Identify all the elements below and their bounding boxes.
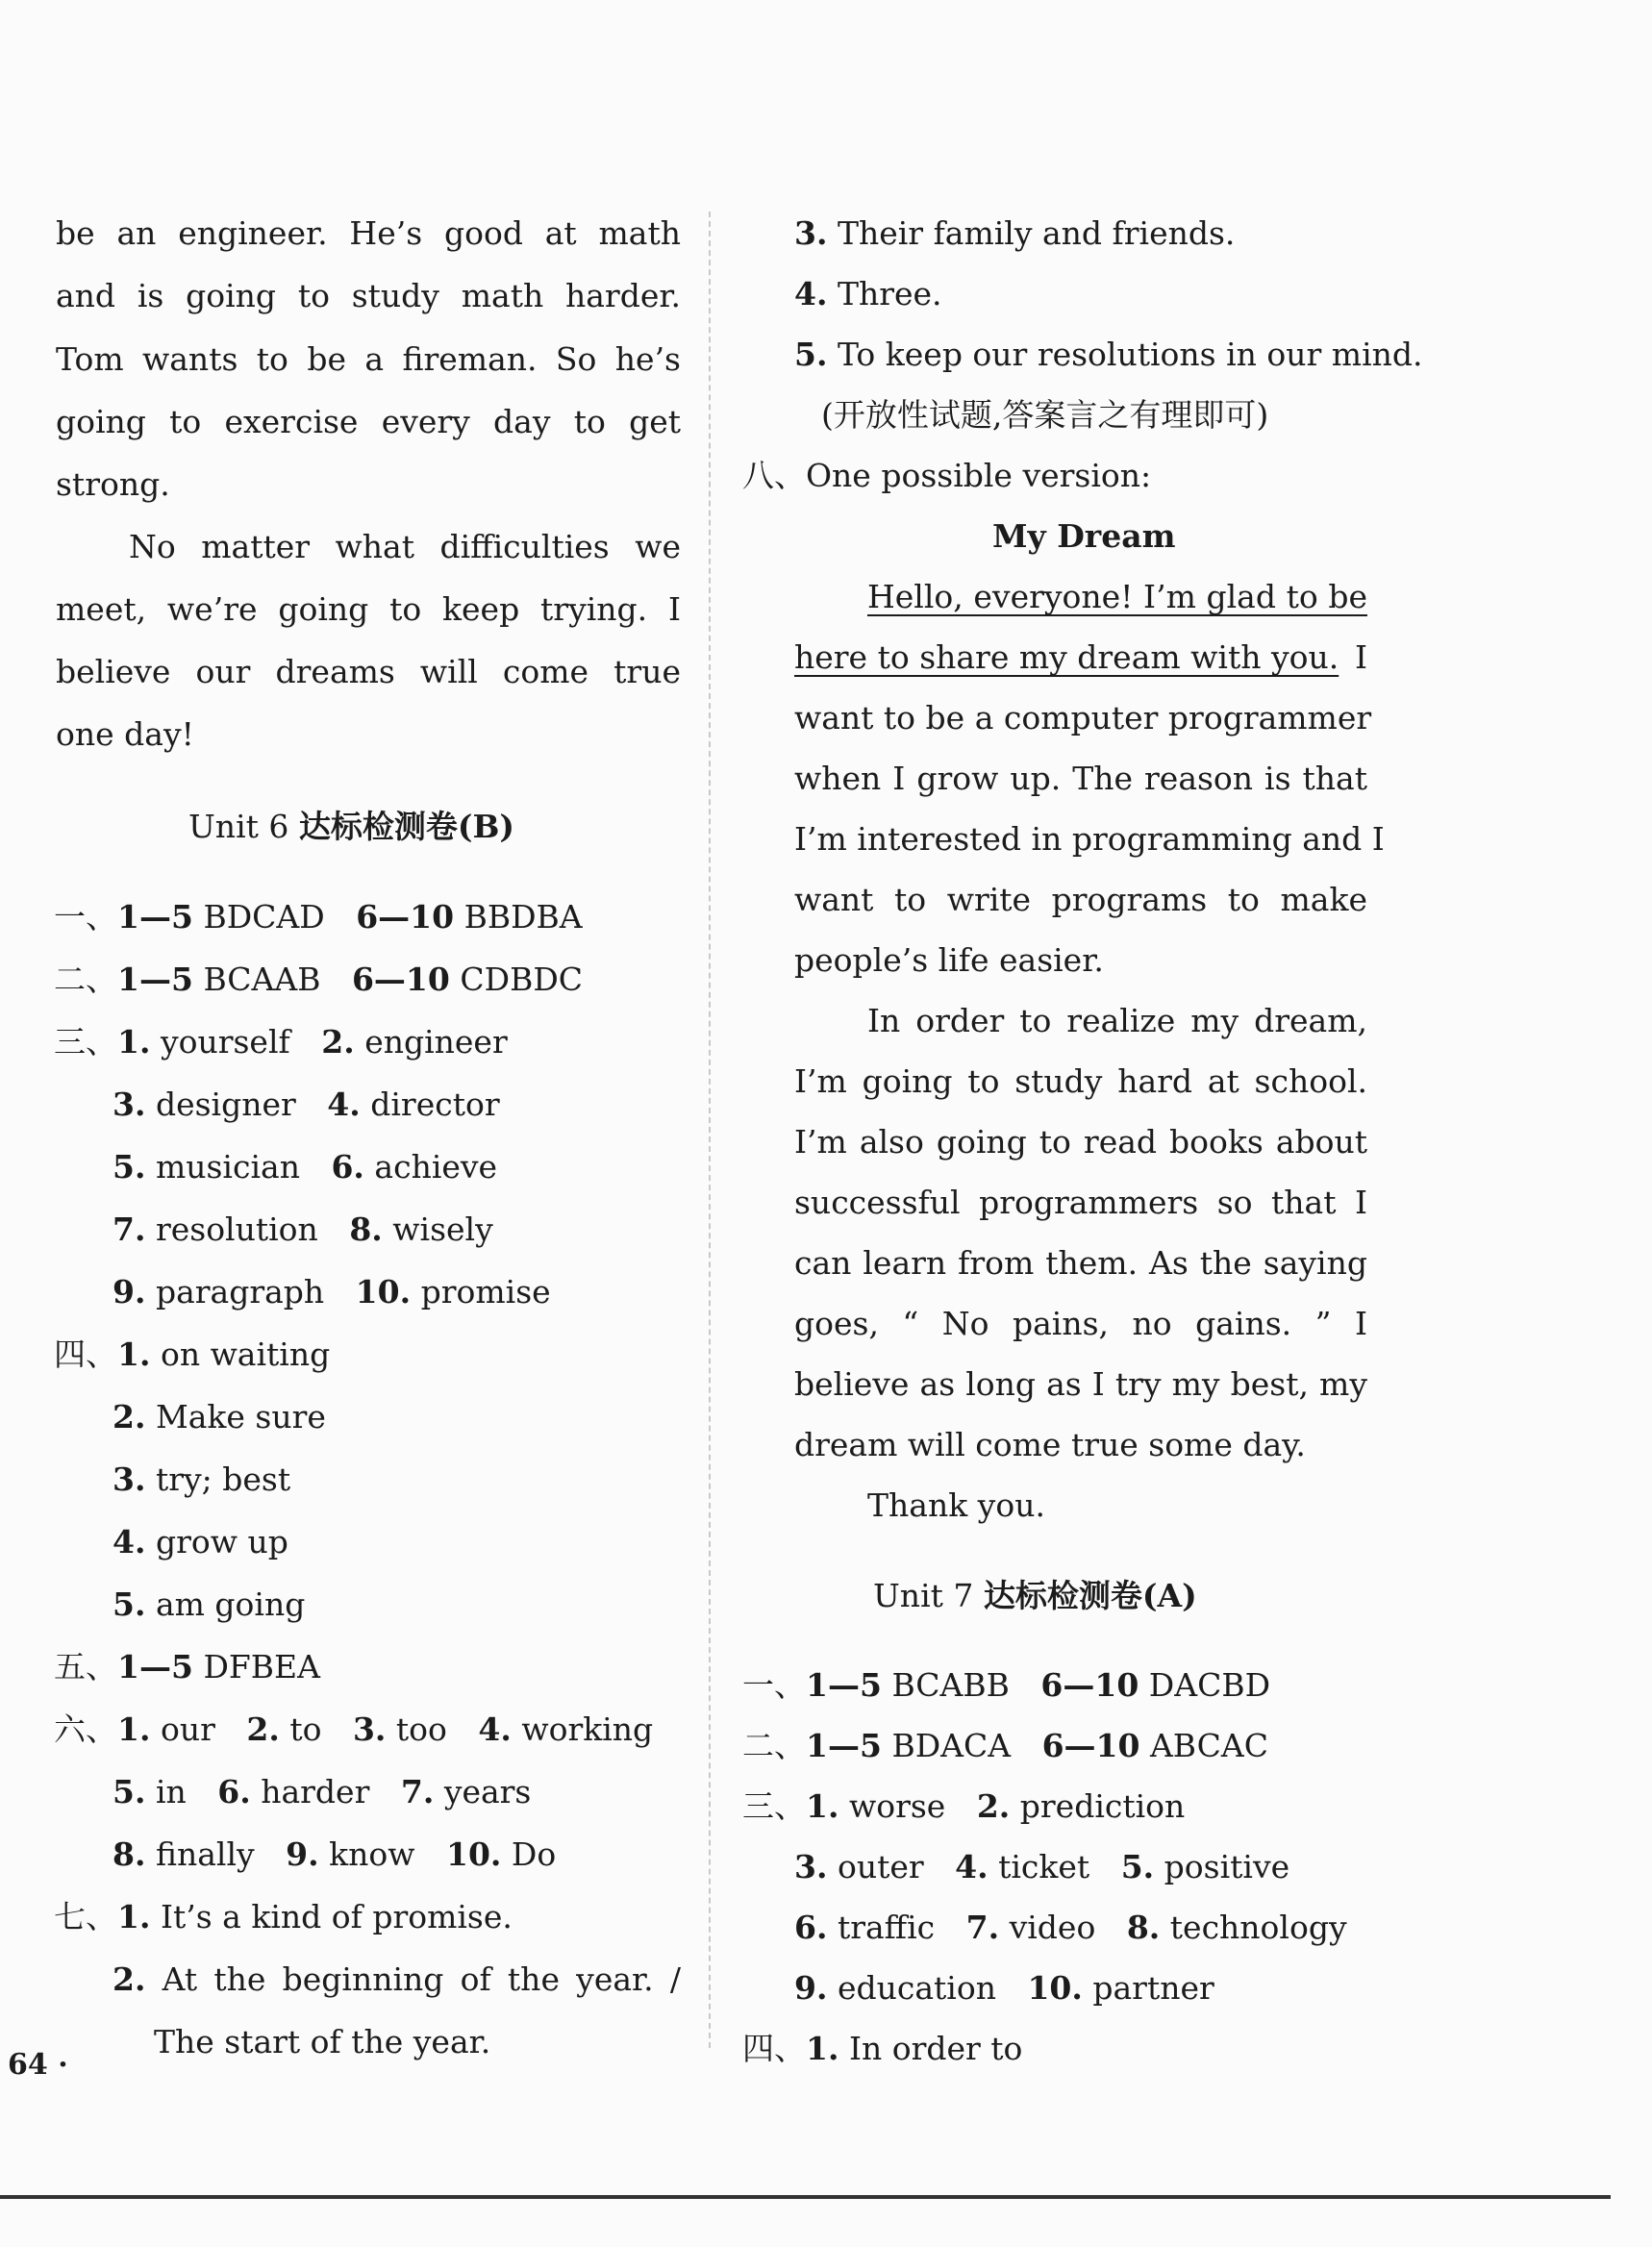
essay-line: Tom wants to be a fireman. So he’s xyxy=(56,340,681,378)
essay-line: goes, “ No pains, no gains. ” I xyxy=(794,1305,1367,1342)
part-3-row: 5. musician 6. achieve xyxy=(113,1148,498,1186)
part-7-item: 2. At the beginning of the year. / xyxy=(113,1960,681,1998)
open-question-note: (开放性试题,答案言之有理即可) xyxy=(821,396,1269,434)
part-3-row: 3. outer 4. ticket 5. positive xyxy=(794,1848,1290,1885)
essay-line-underlined: Hello, everyone! I’m glad to be xyxy=(867,578,1367,615)
essay-line: dream will come true some day. xyxy=(794,1426,1306,1463)
essay-line: meet, we’re going to keep trying. I xyxy=(56,590,681,628)
essay-line: be an engineer. He’s good at math xyxy=(56,214,681,252)
essay-line: going to exercise every day to get xyxy=(56,403,681,440)
part-3-row: 三、1. worse 2. prediction xyxy=(742,1787,1186,1825)
part-1-answers: 一、1—5 BDCAD 6—10 BBDBA xyxy=(54,898,583,936)
part-6-row: 8. finally 9. know 10. Do xyxy=(113,1835,557,1873)
part-4-item: 4. grow up xyxy=(113,1523,288,1560)
part-3-row: 三、1. yourself 2. engineer xyxy=(54,1023,508,1061)
part-3-row: 6. traffic 7. video 8. technology xyxy=(794,1909,1347,1946)
essay-line: No matter what difficulties we xyxy=(129,528,681,565)
part-4-item: 2. Make sure xyxy=(113,1398,326,1436)
essay-line: successful programmers so that I xyxy=(794,1184,1367,1221)
part-4-item: 四、1. on waiting xyxy=(54,1336,331,1373)
essay-line: want to be a computer programmer xyxy=(794,699,1372,737)
essay-line: I’m going to study hard at school. xyxy=(794,1062,1367,1100)
part-1-answers: 一、1—5 BCABB 6—10 DACBD xyxy=(742,1666,1271,1704)
essay-line: believe as long as I try my best, my xyxy=(794,1365,1367,1403)
part-3-row: 3. designer 4. director xyxy=(113,1086,500,1123)
part-4-item: 四、1. In order to xyxy=(742,2030,1023,2067)
essay-line: Thank you. xyxy=(867,1486,1045,1524)
part-2-answers: 二、1—5 BDACA 6—10 ABCAC xyxy=(742,1727,1268,1764)
essay-line: I’m also going to read books about xyxy=(794,1123,1367,1161)
essay-line: and is going to study math harder. xyxy=(56,277,681,314)
part-6-row: 六、1. our 2. to 3. too 4. working xyxy=(54,1710,654,1748)
part-7-item: 5. To keep our resolutions in our mind. xyxy=(794,336,1423,373)
part-8-intro: 八、One possible version: xyxy=(742,457,1152,494)
essay-line: In order to realize my dream, xyxy=(867,1002,1367,1039)
part-7-item: 4. Three. xyxy=(794,275,942,312)
essay-line: strong. xyxy=(56,465,170,503)
essay-line: believe our dreams will come true xyxy=(56,653,681,690)
part-3-row: 7. resolution 8. wisely xyxy=(113,1211,493,1248)
column-divider xyxy=(709,212,711,2048)
bottom-rule xyxy=(0,2195,1611,2199)
part-7-item-cont: The start of the year. xyxy=(154,2023,491,2060)
essay-line: I’m interested in programming and I xyxy=(794,820,1385,858)
essay-line: one day! xyxy=(56,715,194,753)
essay-title: My Dream xyxy=(992,517,1176,555)
page-number: 64 · xyxy=(8,2048,68,2082)
part-5-answers: 五、1—5 DFBEA xyxy=(54,1648,320,1685)
section-title-unit7: Unit 7 达标检测卷(A) xyxy=(873,1577,1197,1614)
part-3-row: 9. paragraph 10. promise xyxy=(113,1273,551,1311)
essay-line: people’s life easier. xyxy=(794,941,1104,979)
essay-line: want to write programs to make xyxy=(794,881,1367,918)
part-6-row: 5. in 6. harder 7. years xyxy=(113,1773,532,1810)
part-7-item: 3. Their family and friends. xyxy=(794,214,1236,252)
essay-line: here to share my dream with you. I xyxy=(794,638,1367,676)
part-4-item: 5. am going xyxy=(113,1585,306,1623)
part-2-answers: 二、1—5 BCAAB 6—10 CDBDC xyxy=(54,961,584,998)
part-7-item: 七、1. It’s a kind of promise. xyxy=(54,1898,513,1935)
part-3-row: 9. education 10. partner xyxy=(794,1969,1214,2007)
essay-line: can learn from them. As the saying xyxy=(794,1244,1367,1282)
part-4-item: 3. try; best xyxy=(113,1461,291,1498)
section-title-unit6: Unit 6 达标检测卷(B) xyxy=(188,808,514,845)
essay-line: when I grow up. The reason is that xyxy=(794,760,1367,797)
